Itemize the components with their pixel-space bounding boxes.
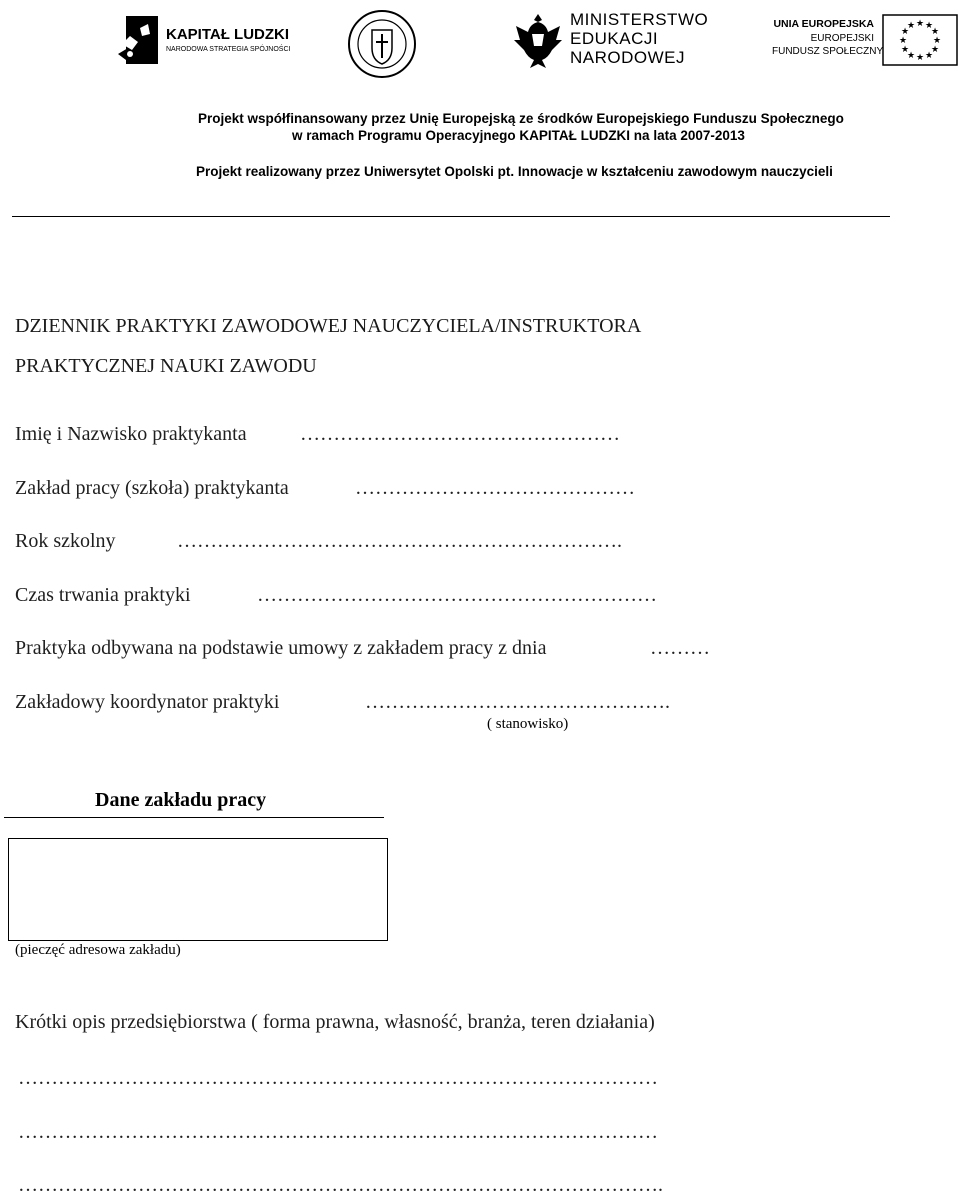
kapital-ludzki-emblem-icon	[118, 14, 160, 66]
field-duration-dots: ……………………………………………………	[257, 584, 657, 606]
svg-text:★: ★	[924, 21, 934, 31]
field-workplace-label: Zakład pracy (szkoła) praktykanta	[15, 477, 289, 499]
field-school-year-dots: ………………………………………………………….	[177, 530, 622, 552]
document-title-line2: PRAKTYCZNEJ NAUKI ZAWODU	[15, 355, 317, 377]
project-programme-line: w ramach Programu Operacyjnego KAPITAŁ LUDZKI na lata 2007-2013	[292, 128, 745, 143]
stanowisko-note: ( stanowisko)	[487, 716, 569, 732]
description-dot-line: …………………………………………………………………………………….	[18, 1174, 663, 1196]
company-description-label: Krótki opis przedsiębiorstwa ( forma prawna, własność, branża, teren działania)	[15, 1011, 655, 1033]
field-agreement-date-dots: ………	[650, 637, 710, 659]
field-coordinator-dots: ……………………………………….	[365, 691, 670, 713]
ue-logo	[772, 14, 960, 70]
ministerstwo-line3: NARODOWEJ	[570, 48, 685, 67]
svg-text:★: ★	[906, 21, 916, 31]
field-duration	[15, 584, 657, 607]
svg-text:★: ★	[906, 51, 916, 61]
project-title-line: Projekt realizowany przez Uniwersytet Opolski pt. Innowacje w kształceniu zawodowym nauczycieli	[196, 164, 833, 179]
svg-text:★: ★	[930, 27, 940, 37]
field-agreement-date-label: Praktyka odbywana na podstawie umowy z zakładem pracy z dnia	[15, 637, 547, 659]
kapital-ludzki-name: KAPITAŁ LUDZKI	[166, 26, 290, 43]
kapital-ludzki-logo	[118, 12, 293, 68]
ministerstwo-logo	[512, 10, 722, 72]
field-student-name	[15, 423, 620, 446]
svg-text:★: ★	[915, 53, 925, 63]
field-coordinator-label: Zakładowy koordynator praktyki	[15, 691, 280, 713]
university-seal-icon	[346, 8, 418, 80]
svg-text:★: ★	[932, 36, 942, 46]
white-eagle-icon	[512, 10, 564, 70]
svg-text:★: ★	[915, 19, 925, 29]
field-agreement-date	[15, 637, 710, 660]
svg-text:★: ★	[924, 51, 934, 61]
eu-flag-icon	[882, 14, 958, 66]
field-workplace	[15, 477, 635, 500]
field-duration-label: Czas trwania praktyki	[15, 584, 191, 606]
field-coordinator	[15, 691, 670, 714]
field-school-year-label: Rok szkolny	[15, 530, 116, 552]
header-divider	[12, 216, 890, 217]
field-student-name-dots: …………………………………………	[300, 423, 620, 445]
svg-text:★: ★	[930, 45, 940, 55]
company-stamp-box	[8, 838, 388, 941]
svg-text:★: ★	[900, 27, 910, 37]
ue-line3: FUNDUSZ SPOŁECZNY	[772, 46, 884, 57]
ministerstwo-line1: MINISTERSTWO	[570, 10, 709, 29]
document-title-line1: DZIENNIK PRAKTYKI ZAWODOWEJ NAUCZYCIELA/INSTRUKTORA	[15, 315, 642, 337]
ue-line2: EUROPEJSKI	[810, 33, 874, 44]
svg-text:★: ★	[898, 36, 908, 46]
kapital-ludzki-sub: NARODOWA STRATEGIA SPÓJNOŚCI	[166, 46, 291, 53]
company-heading: Dane zakładu pracy	[95, 789, 267, 811]
project-cofinancing-line: Projekt współfinansowany przez Unię Europejską ze środków Europejskiego Funduszu Społecznego	[198, 111, 844, 126]
university-seal-logo	[346, 8, 418, 80]
field-student-name-label: Imię i Nazwisko praktykanta	[15, 423, 247, 445]
company-heading-underline	[4, 817, 384, 818]
stamp-caption: (pieczęć adresowa zakładu)	[15, 942, 181, 958]
ue-line1: UNIA EUROPEJSKA	[773, 18, 874, 30]
field-workplace-dots: ……………………………………	[355, 477, 635, 499]
field-school-year	[15, 530, 622, 553]
description-dot-line: ……………………………………………………………………………………	[18, 1121, 658, 1143]
ministerstwo-line2: EDUKACJI	[570, 29, 659, 48]
svg-text:★: ★	[900, 45, 910, 55]
description-dot-line: ……………………………………………………………………………………	[18, 1067, 658, 1089]
